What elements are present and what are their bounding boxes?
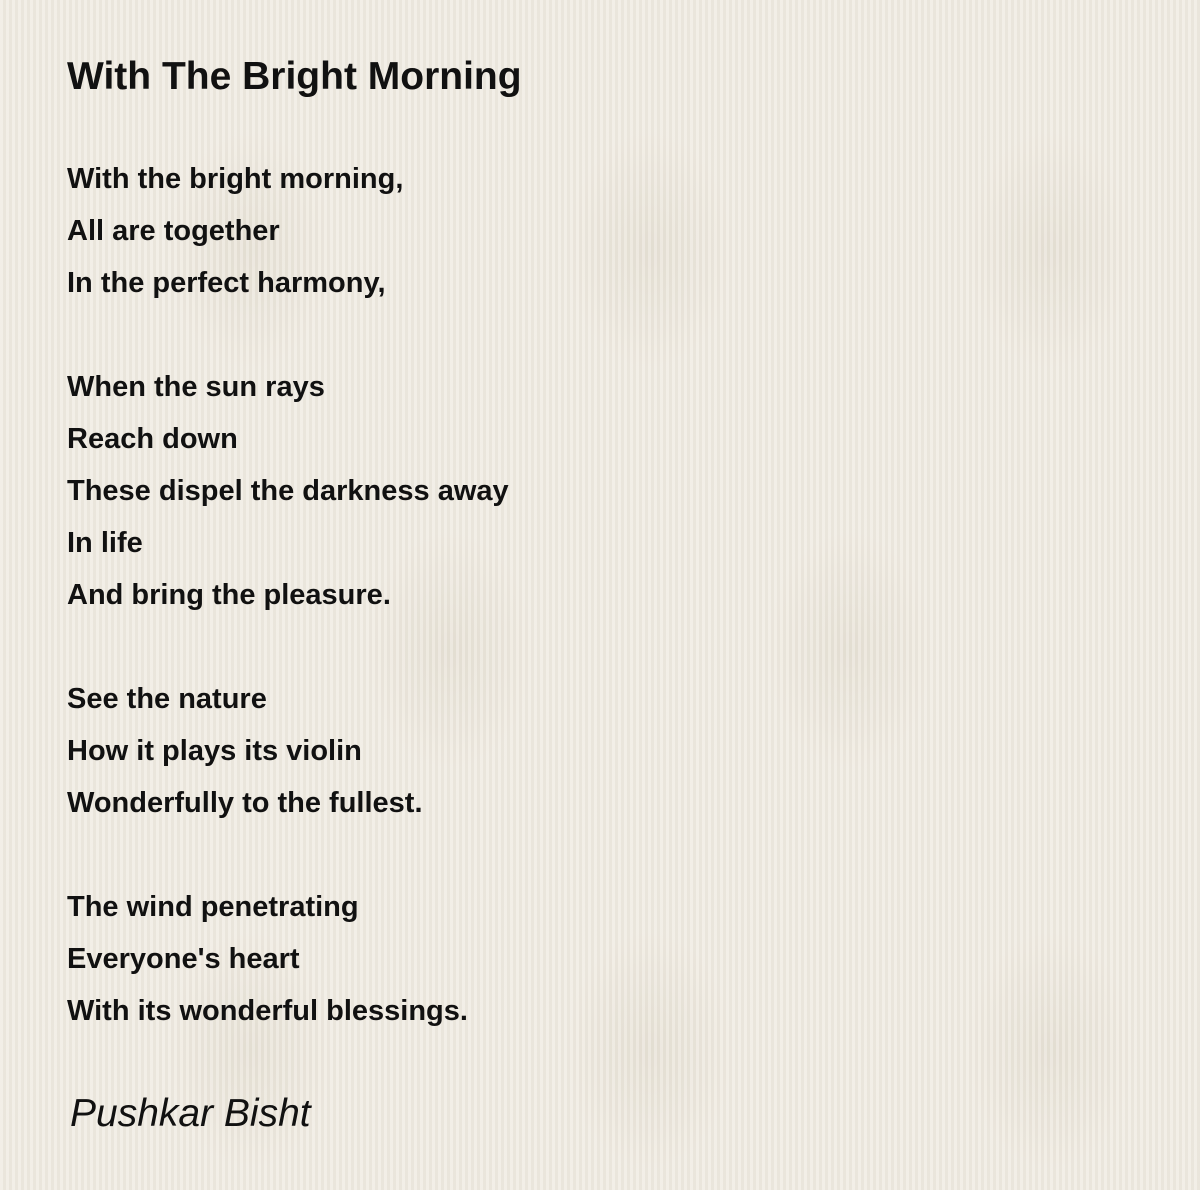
poem-author: Pushkar Bisht — [70, 1092, 311, 1135]
poem-line: With its wonderful blessings. — [67, 995, 468, 1027]
stanza-4 — [67, 881, 509, 1037]
poem-line: In the perfect harmony, — [67, 267, 386, 299]
poem-line: And bring the pleasure. — [67, 579, 391, 611]
poem-line: How it plays its violin — [67, 735, 362, 767]
poem-line: The wind penetrating — [67, 891, 359, 923]
poem-line: In life — [67, 527, 143, 559]
poem-line: Wonderfully to the fullest. — [67, 787, 423, 819]
poem-line: These dispel the darkness away — [67, 475, 509, 507]
poem-line: Reach down — [67, 423, 238, 455]
stanza-3 — [67, 673, 509, 829]
poem-line: With the bright morning, — [67, 163, 404, 195]
poem-line: See the nature — [67, 683, 267, 715]
poem-title: With The Bright Morning — [67, 55, 522, 98]
poem-body — [67, 153, 509, 1089]
poem-line: When the sun rays — [67, 371, 325, 403]
poem-line: Everyone's heart — [67, 943, 300, 975]
poem-line: All are together — [67, 215, 280, 247]
stanza-1 — [67, 153, 509, 309]
stanza-2 — [67, 361, 509, 621]
